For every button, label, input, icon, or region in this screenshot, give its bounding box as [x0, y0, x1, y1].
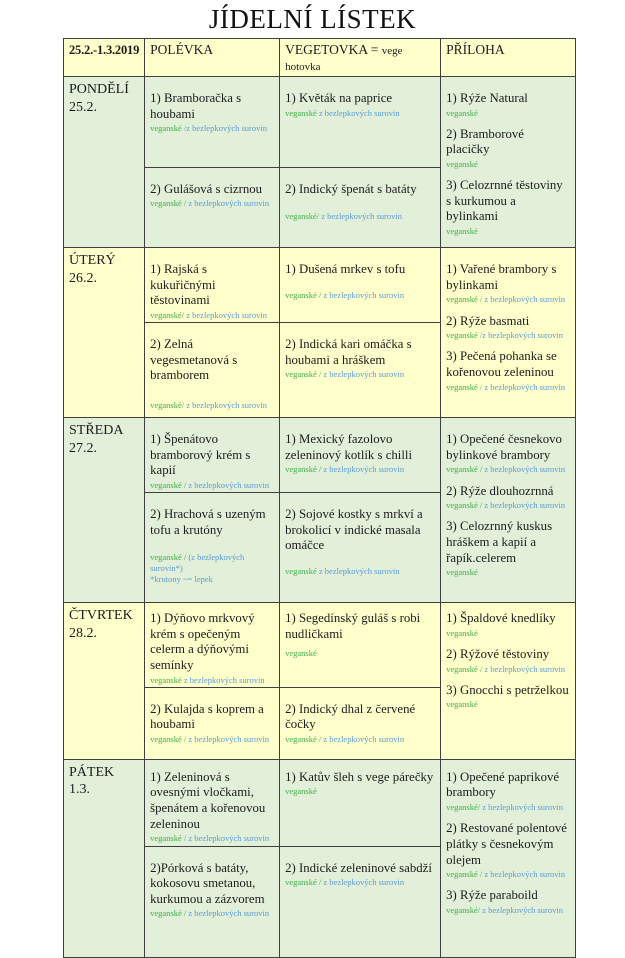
dish-note: [446, 905, 570, 915]
dish-note: [446, 330, 570, 340]
vegan-label: veganské /: [285, 289, 322, 300]
dish-note: [150, 552, 274, 572]
gluten-label: z bezlepkových surovin: [188, 198, 270, 209]
side-item: [446, 262, 570, 304]
gluten-label: z bezlepkových surovin: [318, 107, 400, 118]
vegetovka-cell-monday-2: [280, 167, 441, 247]
header-date-range: 25.2.-1.3.2019: [64, 39, 145, 77]
dish-note: [446, 382, 570, 392]
dish-name: 2) Hrachová s uzeným tofu a krutóny: [150, 507, 266, 537]
side-item: [446, 314, 570, 341]
gluten-label: z bezlepkových surovin: [321, 211, 402, 222]
vegan-label: veganské: [150, 123, 182, 134]
header-col-side: PŘÍLOHA: [441, 39, 576, 77]
vegan-label: veganské: [446, 381, 478, 392]
dish-name: 2) Zelná vegesmetanová s bramborem: [150, 337, 238, 383]
dish-name: 1) Rýže Natural: [446, 91, 528, 105]
dish-name: 2) Indický špenát s batáty: [285, 181, 417, 196]
vegan-label: veganské /: [446, 663, 483, 674]
dish-note: [446, 869, 570, 879]
dish-note: [446, 567, 570, 577]
page-title: JÍDELNÍ LÍSTEK: [208, 4, 417, 34]
vegetovka-cell-wednesday-2: [280, 493, 441, 603]
dish-note: [285, 566, 435, 576]
vegan-label: veganské/: [446, 904, 481, 915]
vegan-label: veganské: [446, 226, 478, 237]
gluten-label: z bezlepkových surovin: [183, 674, 265, 685]
vegan-label: veganské: [285, 107, 317, 118]
day-date: 27.2.: [69, 440, 97, 456]
dish-name: 1) Rajská s kukuřičnými těstovinami: [150, 262, 216, 308]
gluten-label: z bezlepkových surovin: [186, 400, 267, 411]
dish-name: 1) Špaldové knedlíky: [446, 611, 556, 626]
dish-note: [285, 369, 435, 379]
vegetovka-cell-tuesday-1: [280, 248, 441, 323]
vegan-label: veganské /: [285, 734, 322, 745]
dish-name: 2) Indický dhal z červené čočky: [285, 701, 416, 732]
day-name: PÁTEK: [69, 764, 115, 780]
side-item: [446, 647, 570, 674]
dish-note: [446, 802, 570, 812]
gluten-label: (z bezlepkových surovin*): [150, 552, 245, 573]
dish-note: [285, 648, 435, 658]
dish-note: [150, 310, 274, 320]
dish-note: [285, 290, 435, 300]
day-cell-wednesday: [64, 418, 145, 603]
side-item: [446, 484, 570, 511]
gluten-label: z bezlepkových surovin: [323, 289, 405, 300]
dish-name: 1) Opečené paprikové brambory: [446, 769, 560, 800]
dish-name: 2) Rýže dlouhozrnná: [446, 483, 554, 498]
gluten-label: z bezlepkových surovin: [188, 908, 270, 919]
header-col-soup: POLÉVKA: [145, 39, 280, 77]
gluten-label: z bezlepkových surovin: [484, 464, 566, 475]
gluten-label: z bezlepkových surovin: [323, 369, 405, 380]
dish-note: [285, 734, 435, 744]
dish-name: 1) Segedínský guláš s robi nudličkami: [285, 611, 421, 641]
vegan-label: veganské /: [150, 198, 187, 209]
day-cell-thursday: [64, 603, 145, 760]
soup-cell-tuesday-1: [145, 248, 280, 323]
soup-cell-monday-2: [145, 167, 280, 247]
dish-name: 2) Bramborové placičky: [446, 126, 524, 157]
vegan-label: veganské /: [285, 464, 322, 475]
dish-name: 1) Květák na paprice: [285, 91, 393, 105]
soup-cell-thursday-2: [145, 687, 280, 759]
day-date: 28.2.: [69, 625, 97, 641]
vegetovka-cell-monday-1: [280, 77, 441, 168]
gluten-label: z bezlepkových surovin: [318, 566, 400, 577]
dish-name: 1) Zeleninová s ovesnými vločkami, špenátem a kořenovou zeleninou: [150, 769, 266, 831]
vegetovka-cell-thursday-2: [280, 687, 441, 759]
day-cell-friday: [64, 759, 145, 957]
dish-note: [150, 400, 274, 410]
dish-name: 3) Celozrnný kuskus hráškem a kapií a řapík.celerem: [446, 519, 553, 565]
vegetovka-cell-tuesday-2: [280, 323, 441, 418]
dish-note: [446, 294, 570, 304]
side-item: [446, 519, 570, 577]
dish-name: 2) Indické zeleninové sabdží: [285, 860, 432, 875]
dish-name: 1) Opečené česnekovo bylinkové brambory: [446, 432, 562, 462]
day-name: ČTVRTEK: [69, 608, 133, 624]
header-row: [64, 39, 576, 77]
row-tuesday-1: [64, 248, 576, 323]
vegan-label: veganské: [446, 107, 478, 118]
vegan-label: veganské/: [150, 400, 185, 411]
day-name: PONDĚLÍ: [69, 82, 129, 97]
dish-name: 2) Gulášová s cizrnou: [150, 181, 263, 196]
dish-name: 3) Gnocchi s petrželkou: [446, 682, 569, 697]
dish-name: 3) Celozrnné těstoviny s kurkumou a bylinkami: [446, 178, 563, 224]
day-cell-tuesday: [64, 248, 145, 418]
row-friday-1: [64, 759, 576, 846]
vegan-label: veganské/: [285, 211, 320, 222]
row-wednesday-1: [64, 418, 576, 493]
gluten-label: z bezlepkových surovin: [186, 310, 267, 321]
side-item: [446, 770, 570, 812]
side-cell-monday: [441, 77, 576, 248]
vegan-label: veganské/: [150, 310, 185, 321]
soup-cell-wednesday-2: [145, 493, 280, 603]
vegan-label: veganské /: [446, 869, 483, 880]
dish-name: 2) Rýže basmati: [446, 313, 530, 328]
dish-note-footnote: *krutony ~= lepek: [150, 573, 213, 584]
vegan-label: veganské: [446, 567, 478, 578]
side-item: [446, 178, 570, 236]
vegetovka-cell-friday-2: [280, 846, 441, 957]
side-item: [446, 821, 570, 879]
side-cell-wednesday: [441, 418, 576, 603]
dish-name: 1) Bramboračka s houbami: [150, 91, 242, 121]
vegan-label: veganské /: [285, 877, 322, 888]
vegetovka-cell-wednesday-1: [280, 418, 441, 493]
dish-name: 1) Dýňovo mrkvový krém s opečeným celerm a dýňovými semínky: [150, 611, 255, 673]
row-monday-1: [64, 77, 576, 168]
side-item: [446, 432, 570, 474]
header-col-vegetovka-sub: vege hotovka: [285, 45, 403, 73]
vegetovka-cell-thursday-1: [280, 603, 441, 688]
side-item: [446, 349, 570, 391]
gluten-label: z bezlepkových surovin: [323, 734, 405, 745]
dish-note: [446, 664, 570, 674]
gluten-label: z bezlepkových surovin: [482, 802, 563, 813]
vegan-label: veganské: [446, 330, 478, 341]
soup-cell-monday-1: [145, 77, 280, 168]
header-col-vegetovka: VEGETOVKA = vege hotovka: [280, 39, 441, 77]
dish-name: 2) Sojové kostky s mrkví a brokolicí v indické masala omáčce: [285, 507, 423, 553]
dish-note: [150, 198, 274, 208]
dish-note: [285, 877, 435, 887]
dish-note: [150, 480, 274, 490]
vegan-label: veganské /: [150, 734, 187, 745]
vegan-label: veganské /: [150, 552, 187, 563]
dish-note: [446, 226, 570, 236]
soup-cell-wednesday-1: [145, 418, 280, 493]
gluten-label: z bezlepkových surovin: [484, 294, 566, 305]
dish-note: [446, 464, 570, 474]
day-cell-monday: [64, 77, 145, 248]
dish-name: 2) Restované polentové plátky s česnekovým olejem: [446, 821, 567, 867]
side-item: [446, 683, 570, 710]
vegan-label: veganské: [285, 786, 317, 797]
dish-note: [150, 123, 274, 133]
gluten-label: z bezlepkových surovin: [323, 464, 405, 475]
row-thursday-1: [64, 603, 576, 688]
dish-name: 3) Rýže paraboild: [446, 888, 538, 903]
dish-note: [446, 159, 570, 169]
dish-note: [285, 464, 435, 474]
dish-name: 2)Pórková s batáty, kokosovu smetanou, kurkumou a zázvorem: [150, 860, 265, 906]
gluten-label: z bezlepkových surovin: [484, 869, 566, 880]
dish-name: 3) Pečená pohanka se kořenovou zeleninou: [446, 349, 557, 380]
gluten-label: z bezlepkových surovin: [188, 480, 270, 491]
vegan-label: veganské /: [446, 464, 483, 475]
dish-name: 1) Dušená mrkev s tofu: [285, 262, 406, 277]
dish-note: [446, 500, 570, 510]
dish-name: 2) Indická kari omáčka s houbami a hráškem: [285, 337, 412, 367]
day-date: 25.2.: [69, 99, 97, 115]
dish-note: [285, 786, 435, 796]
side-item: [446, 888, 570, 915]
dish-note: [446, 628, 570, 638]
dish-name: 1) Vařené brambory s bylinkami: [446, 262, 557, 292]
gluten-label: /z bezlepkových surovin: [479, 330, 563, 341]
dish-note: [446, 699, 570, 709]
vegan-label: veganské: [446, 699, 478, 710]
gluten-label: z bezlepkových surovin: [484, 663, 566, 674]
side-cell-tuesday: [441, 248, 576, 418]
vegan-label: veganské: [150, 833, 182, 844]
vegetovka-cell-friday-1: [280, 759, 441, 846]
soup-cell-friday-1: [145, 759, 280, 846]
vegan-label: veganské: [285, 648, 317, 659]
soup-cell-friday-2: [145, 846, 280, 957]
side-item: [446, 611, 570, 638]
vegan-label: veganské: [285, 566, 317, 577]
gluten-label: / z bezlepkových surovin: [183, 833, 270, 844]
gluten-label: z bezlepkových surovin: [323, 877, 405, 888]
dish-note: [285, 108, 435, 118]
vegan-label: veganské /: [150, 908, 187, 919]
gluten-label: z bezlepkových surovin: [484, 500, 566, 511]
dish-note: [285, 211, 435, 221]
gluten-label: z bezlepkových surovin: [482, 904, 563, 915]
side-cell-thursday: [441, 603, 576, 760]
soup-cell-thursday-1: [145, 603, 280, 688]
dish-note: [150, 908, 274, 918]
vegan-label: veganské /: [446, 294, 483, 305]
side-item: [446, 91, 570, 118]
gluten-label: / z bezlepkových surovin: [479, 381, 566, 392]
side-item: [446, 127, 570, 169]
dish-note: [150, 833, 274, 843]
day-name: STŘEDA: [69, 423, 124, 439]
dish-name: 1) Katův šleh s vege párečky: [285, 769, 434, 784]
dish-note: [446, 108, 570, 118]
gluten-label: z bezlepkových surovin: [188, 734, 270, 745]
day-name: ÚTERÝ: [69, 253, 116, 269]
gluten-label: /z bezlepkových surovin: [183, 123, 267, 134]
side-cell-friday: [441, 759, 576, 957]
day-date: 26.2.: [69, 270, 97, 286]
vegan-label: veganské: [446, 627, 478, 638]
dish-note: [150, 734, 274, 744]
dish-name: 2) Kulajda s koprem a houbami: [150, 701, 264, 732]
vegan-label: veganské /: [285, 369, 322, 380]
dish-name: 1) Špenátovo bramborový krém s kapií: [150, 432, 251, 478]
dish-name: 2) Rýžové těstoviny: [446, 647, 550, 662]
vegan-label: veganské: [446, 159, 478, 170]
vegan-label: veganské /: [150, 480, 187, 491]
vegan-label: veganské/: [446, 802, 481, 813]
dish-note: [150, 675, 274, 685]
dish-name: 1) Mexický fazolovo zeleninový kotlík s chilli: [285, 432, 413, 462]
menu-table: [63, 38, 576, 958]
soup-cell-tuesday-2: [145, 323, 280, 418]
day-date: 1.3.: [69, 782, 90, 798]
vegan-label: veganské: [150, 674, 182, 685]
vegan-label: veganské /: [446, 500, 483, 511]
